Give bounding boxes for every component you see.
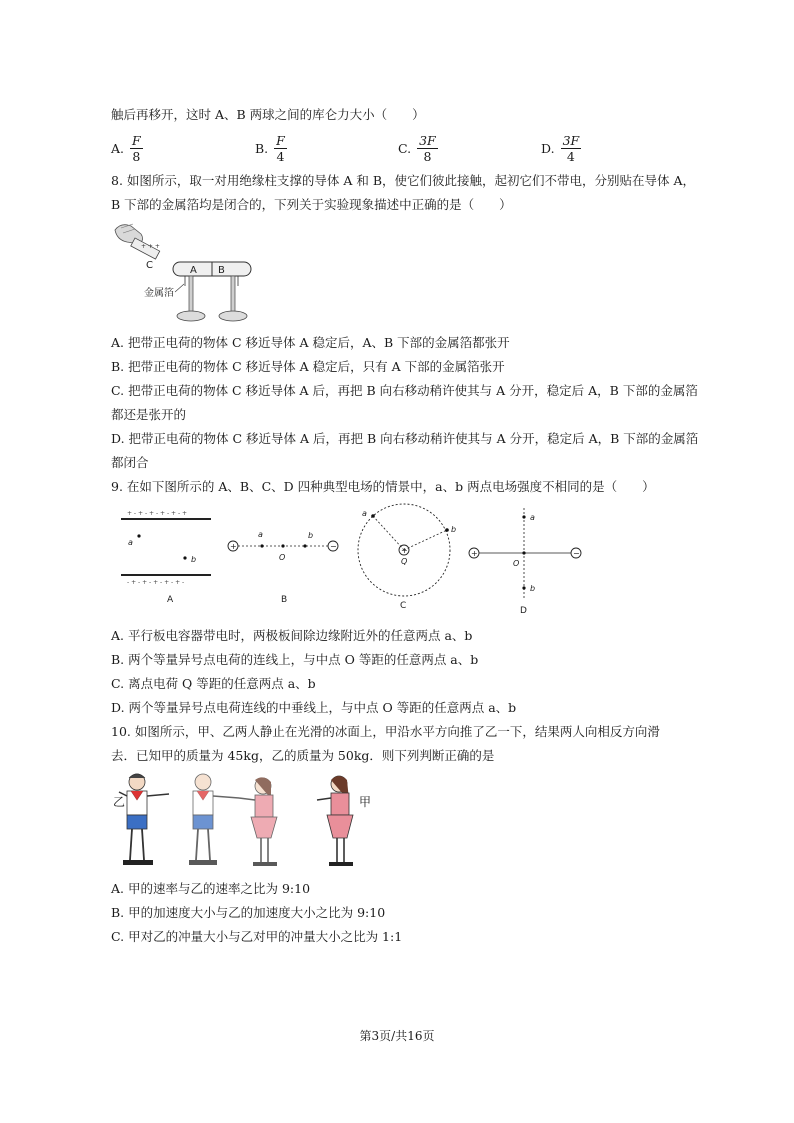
q9-electric-field-figure bbox=[111, 500, 591, 618]
q8-option-c-cont: 都还是张开的 bbox=[111, 407, 187, 422]
page-footer: 第3页/共16页 bbox=[359, 1029, 435, 1043]
base-a bbox=[177, 311, 205, 321]
point-b-label: b bbox=[308, 531, 314, 540]
charge-q-label: Q bbox=[401, 557, 408, 566]
q8-option-d-cont: 都闭合 bbox=[111, 455, 149, 470]
q10-stem-line2: 去．已知甲的质量为 45kg，乙的质量为 50kg．则下列判断正确的是 bbox=[111, 748, 495, 763]
q7-stem-continuation: 触后再移开，这时 A、B 两球之间的库仑力大小（ ） bbox=[111, 107, 425, 122]
q8-option-b[interactable]: B. 把带正电荷的物体 C 移近导体 A 稳定后，只有 A 下部的金属箔张开 bbox=[111, 359, 505, 374]
center-o-label: O bbox=[279, 553, 286, 562]
center-o-mark bbox=[281, 544, 284, 547]
denominator: 4 bbox=[566, 149, 575, 164]
plus-sign: + bbox=[471, 549, 478, 558]
point-a-label: a bbox=[128, 538, 133, 547]
point-a-mark bbox=[522, 515, 525, 518]
label-b: B bbox=[218, 265, 225, 276]
fraction bbox=[130, 133, 143, 164]
radius-to-b bbox=[404, 530, 447, 550]
point-a-mark bbox=[137, 534, 140, 537]
plus-sign: + bbox=[230, 542, 237, 551]
stand-b bbox=[231, 276, 235, 314]
denominator: 4 bbox=[276, 149, 285, 164]
q9-stem: 9. 在如下图所示的 A、B、C、D 四种典型电场的情景中，a、b 两点电场强度不相同的是（ ） bbox=[111, 479, 655, 494]
point-a-mark bbox=[260, 544, 263, 547]
fraction bbox=[274, 133, 287, 164]
point-b-mark bbox=[522, 586, 525, 589]
skater-boy-left bbox=[119, 774, 169, 865]
q10-skaters-figure bbox=[111, 768, 381, 876]
point-b-label: b bbox=[451, 525, 457, 534]
q10-option-b[interactable]: B. 甲的加速度大小与乙的加速度大小之比为 9:10 bbox=[111, 905, 386, 920]
plate-bottom-charges: - + - + - + - + - + - bbox=[127, 579, 185, 586]
point-b-mark bbox=[303, 544, 306, 547]
panel-b-dipole-line bbox=[228, 530, 338, 605]
q8-conductor-figure bbox=[111, 220, 261, 328]
fraction bbox=[417, 133, 438, 164]
q10-option-a[interactable]: A. 甲的速率与乙的速率之比为 9:10 bbox=[111, 881, 311, 896]
minus-sign: − bbox=[330, 542, 337, 551]
skater-girl-right bbox=[317, 776, 353, 866]
q7-option-a[interactable] bbox=[111, 133, 143, 164]
q9-option-d[interactable]: D. 两个等量异号点电荷连线的中垂线上，与中点 O 等距的任意两点 a、b bbox=[111, 700, 517, 715]
charged-rod-c bbox=[131, 238, 160, 259]
numerator: 3F bbox=[562, 133, 580, 148]
point-b-mark bbox=[445, 528, 449, 532]
panel-c-label: C bbox=[400, 601, 407, 611]
point-a-label: a bbox=[362, 509, 367, 518]
numerator: F bbox=[132, 133, 141, 148]
denominator: 8 bbox=[132, 149, 141, 164]
center-o-mark bbox=[522, 551, 525, 554]
panel-c-point-charge bbox=[358, 504, 456, 611]
skater-pair-middle bbox=[189, 774, 277, 866]
radius-to-a bbox=[373, 516, 404, 550]
q8-stem-line2: B 下部的金属箔均是闭合的，下列关于实验现象描述中正确的是（ ） bbox=[111, 197, 512, 212]
panel-d-label: D bbox=[520, 606, 527, 616]
minus-sign: − bbox=[573, 549, 580, 558]
numerator: F bbox=[276, 133, 285, 148]
q7-option-b[interactable] bbox=[255, 133, 287, 164]
q9-option-a[interactable]: A. 平行板电容器带电时，两极板间除边缘附近外的任意两点 a、b bbox=[111, 628, 473, 643]
q9-option-b[interactable]: B. 两个等量异号点电荷的连线上，与中点 O 等距的任意两点 a、b bbox=[111, 652, 479, 667]
svg-text:+ + +: + + + bbox=[141, 243, 160, 250]
option-label: A. bbox=[111, 141, 125, 156]
panel-d-bisector bbox=[469, 508, 581, 616]
q7-option-c[interactable] bbox=[398, 133, 438, 164]
q8-option-d[interactable]: D. 把带正电荷的物体 C 移近导体 A 后，再把 B 向右移动稍许使其与 A 分开，稳定后 A，B 下部的金属箔 bbox=[111, 431, 699, 446]
q10-option-c[interactable]: C. 甲对乙的冲量大小与乙对甲的冲量大小之比为 1:1 bbox=[111, 929, 403, 944]
plus-sign: + bbox=[401, 546, 408, 555]
label-c: C bbox=[146, 260, 153, 271]
point-b-label: b bbox=[191, 555, 197, 564]
panel-b-label: B bbox=[281, 595, 288, 605]
stand-a bbox=[189, 276, 193, 314]
foil-pointer bbox=[175, 284, 184, 292]
point-a-label: a bbox=[530, 513, 535, 522]
q8-option-a[interactable]: A. 把带正电荷的物体 C 移近导体 A 稳定后，A、B 下部的金属箔都张开 bbox=[111, 335, 510, 350]
plate-top-charges: + - + - + - + - + - + bbox=[127, 510, 188, 517]
q9-option-c[interactable]: C. 离点电荷 Q 等距的任意两点 a、b bbox=[111, 676, 316, 691]
option-label: C. bbox=[398, 141, 412, 156]
panel-a-capacitor bbox=[121, 510, 211, 605]
option-label: D. bbox=[541, 141, 555, 156]
q10-stem-line1: 10. 如图所示，甲、乙两人静止在光滑的冰面上，甲沿水平方向推了乙一下，结果两人向相反方向滑 bbox=[111, 724, 660, 739]
label-foil: 金属箔 bbox=[144, 288, 174, 299]
fraction bbox=[561, 133, 582, 164]
denominator: 8 bbox=[423, 149, 432, 164]
label-a: A bbox=[190, 265, 197, 276]
point-a-label: a bbox=[258, 530, 263, 539]
point-a-mark bbox=[371, 514, 375, 518]
center-o-label: O bbox=[513, 559, 520, 568]
q8-option-c[interactable]: C. 把带正电荷的物体 C 移近导体 A 后，再把 B 向右移动稍许使其与 A 分开，稳定后 A，B 下部的金属箔 bbox=[111, 383, 698, 398]
base-b bbox=[219, 311, 247, 321]
point-b-mark bbox=[183, 556, 186, 559]
label-yi: 乙 bbox=[113, 795, 126, 809]
q8-stem-line1: 8. 如图所示，取一对用绝缘柱支撑的导体 A 和 B，使它们彼此接触，起初它们不带电，分别贴在导体 A， bbox=[111, 173, 696, 188]
label-jia: 甲 bbox=[359, 795, 372, 809]
panel-a-label: A bbox=[167, 595, 174, 605]
q7-option-d[interactable] bbox=[541, 133, 581, 164]
option-label: B. bbox=[255, 141, 269, 156]
numerator: 3F bbox=[419, 133, 436, 148]
point-b-label: b bbox=[530, 584, 536, 593]
